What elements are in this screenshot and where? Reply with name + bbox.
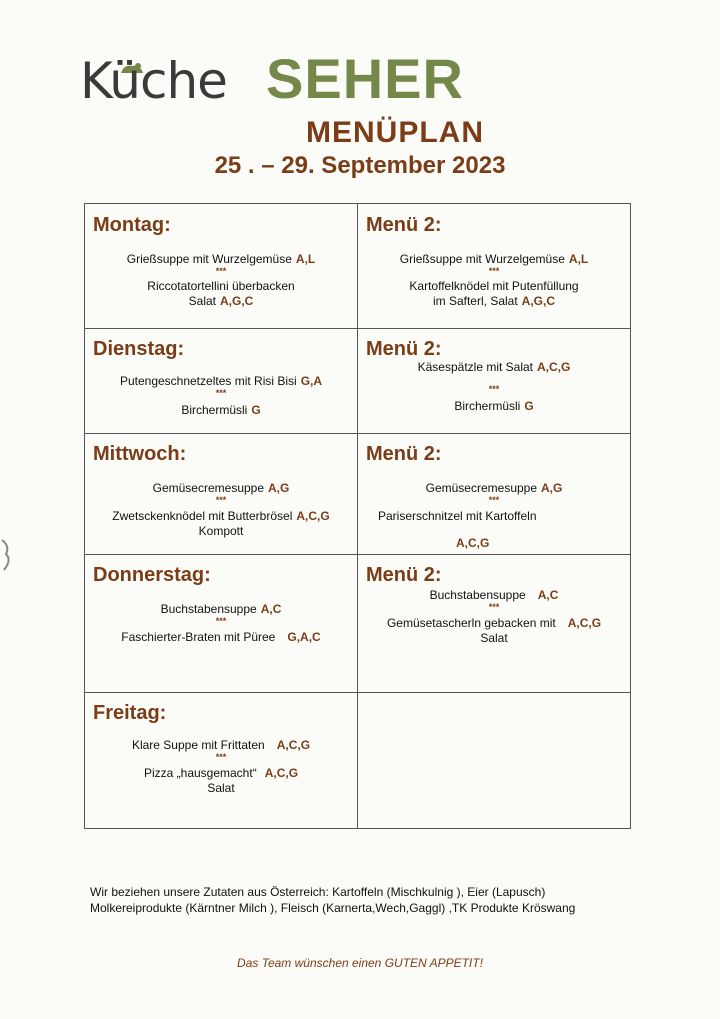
dish-line: Salat A,G,C bbox=[188, 294, 254, 308]
dish-line: im Safterl, Salat A,G,C bbox=[432, 294, 556, 308]
dish-line: Kompott bbox=[198, 524, 244, 538]
dish-list bbox=[358, 252, 630, 309]
dish-separator: *** bbox=[488, 495, 500, 505]
allergen-codes: A,G,C bbox=[220, 294, 254, 308]
dish-line: Zwetsckenknödel mit Butterbrösel A,C,G bbox=[112, 509, 330, 523]
day-heading: Dienstag: bbox=[93, 338, 185, 360]
dish-separator: *** bbox=[215, 388, 227, 398]
day-heading: Menü 2: bbox=[366, 338, 442, 360]
menu-cell-thursday bbox=[85, 554, 357, 692]
page-title: MENÜPLAN bbox=[306, 116, 484, 149]
allergen-codes: G bbox=[524, 399, 534, 413]
sourcing-note-line: Wir beziehen unsere Zutaten aus Österreich: Kartoffeln (Mischkulnig ), Eier (Lapusch) bbox=[90, 885, 546, 899]
allergen-codes: A,C bbox=[260, 602, 282, 616]
dish-line: Käsespätzle mit Salat A,C,G bbox=[417, 360, 571, 374]
dish-separator: *** bbox=[215, 266, 227, 276]
day-heading: Menü 2: bbox=[366, 214, 442, 236]
allergen-codes: A,L bbox=[568, 252, 589, 266]
allergen-codes: A,C,G bbox=[537, 360, 571, 374]
paper-smudge-mark bbox=[0, 536, 16, 576]
sourcing-note-line: Molkereiprodukte (Kärntner Milch ), Fleisch (Karnerta,Wech,Gaggl) ,TK Produkte Kröswang bbox=[90, 901, 576, 915]
dish-line bbox=[358, 536, 630, 551]
allergen-codes: A,G bbox=[268, 481, 290, 495]
dish-separator: *** bbox=[215, 495, 227, 505]
date-range: 25 . – 29. September 2023 bbox=[214, 152, 506, 179]
menu-cell-monday-menu2 bbox=[358, 204, 630, 328]
dish-list bbox=[358, 360, 630, 414]
dish-line: Gemüsetascherln gebacken mit A,C,G bbox=[386, 616, 602, 630]
dish-line: Klare Suppe mit Frittaten A,C,G bbox=[131, 738, 311, 752]
menu-cell-tuesday-menu2 bbox=[358, 328, 630, 433]
dish-line: Grießsuppe mit Wurzelgemüse A,L bbox=[126, 252, 316, 266]
dish-list bbox=[85, 602, 357, 645]
allergen-codes: A,L bbox=[295, 252, 316, 266]
dish-line: Faschierter-Braten mit Püree G,A,C bbox=[121, 630, 321, 644]
day-heading: Freitag: bbox=[93, 702, 167, 724]
dish-separator: *** bbox=[488, 266, 500, 276]
dish-list bbox=[85, 374, 357, 418]
menu-cell-empty bbox=[358, 692, 630, 828]
dish-list bbox=[85, 481, 357, 539]
dish-list bbox=[85, 252, 357, 309]
brand-name-kueche: Küche bbox=[80, 52, 227, 110]
allergen-codes: A,C bbox=[537, 588, 559, 602]
allergen-codes: G,A,C bbox=[287, 630, 321, 644]
dish-separator: *** bbox=[215, 616, 227, 626]
allergen-codes: A,C,G bbox=[296, 509, 330, 523]
dish-line: Putengeschnetzeltes mit Risi Bisi G,A bbox=[119, 374, 323, 388]
allergen-codes: A,G,C bbox=[521, 294, 556, 308]
allergen-codes: A,G bbox=[541, 481, 563, 495]
dish-separator: *** bbox=[488, 602, 500, 612]
brand-name-seher: SEHER bbox=[266, 47, 464, 110]
dish-list bbox=[358, 481, 630, 551]
menu-cell-monday bbox=[85, 204, 357, 328]
dish-line: Gemüsecremesuppe A,G bbox=[152, 481, 290, 495]
menu-cell-wednesday bbox=[85, 433, 357, 554]
dish-separator: *** bbox=[215, 752, 227, 762]
menu-cell-tuesday bbox=[85, 328, 357, 433]
dish-line: Buchstabensuppe A,C bbox=[160, 602, 282, 616]
footer-greeting: Das Team wünschen einen GUTEN APPETIT! bbox=[237, 956, 483, 970]
menu-cell-friday bbox=[85, 692, 357, 828]
dish-line: Salat bbox=[207, 781, 235, 795]
dish-line: Pariserschnitzel mit Kartoffeln bbox=[378, 509, 537, 523]
menu-table bbox=[84, 203, 631, 829]
dish-line: Birchermüsli G bbox=[454, 399, 534, 413]
dish-line: Birchermüsli G bbox=[181, 403, 261, 417]
menu-cell-wednesday-menu2 bbox=[358, 433, 630, 554]
brand-logo bbox=[80, 47, 500, 112]
allergen-codes: A,C,G bbox=[264, 766, 299, 780]
sourcing-note bbox=[90, 884, 650, 916]
dish-line: Grießsuppe mit Wurzelgemüse A,L bbox=[399, 252, 589, 266]
dish-list bbox=[85, 738, 357, 796]
dish-line: Buchstabensuppe A,C bbox=[429, 588, 559, 602]
day-heading: Menü 2: bbox=[366, 564, 442, 586]
dish-list bbox=[358, 588, 630, 646]
day-heading: Donnerstag: bbox=[93, 564, 211, 586]
allergen-codes: A,C,G bbox=[276, 738, 311, 752]
day-heading: Montag: bbox=[93, 214, 171, 236]
dish-separator: *** bbox=[488, 384, 500, 394]
day-heading: Menü 2: bbox=[366, 443, 442, 465]
allergen-codes: A,C,G bbox=[567, 616, 602, 630]
allergen-codes: G,A bbox=[300, 374, 323, 388]
allergen-codes: G bbox=[251, 403, 261, 417]
dish-line: Salat bbox=[480, 631, 508, 645]
dish-line: Kartoffelknödel mit Putenfüllung bbox=[409, 279, 579, 293]
menu-cell-thursday-menu2 bbox=[358, 554, 630, 692]
dish-line: Pizza „hausgemacht“ A,C,G bbox=[143, 766, 299, 780]
day-heading: Mittwoch: bbox=[93, 443, 187, 465]
dish-line: Gemüsecremesuppe A,G bbox=[425, 481, 563, 495]
dish-line: Riccotatortellini überbacken bbox=[147, 279, 295, 293]
allergen-codes: A,C,G bbox=[456, 536, 490, 550]
